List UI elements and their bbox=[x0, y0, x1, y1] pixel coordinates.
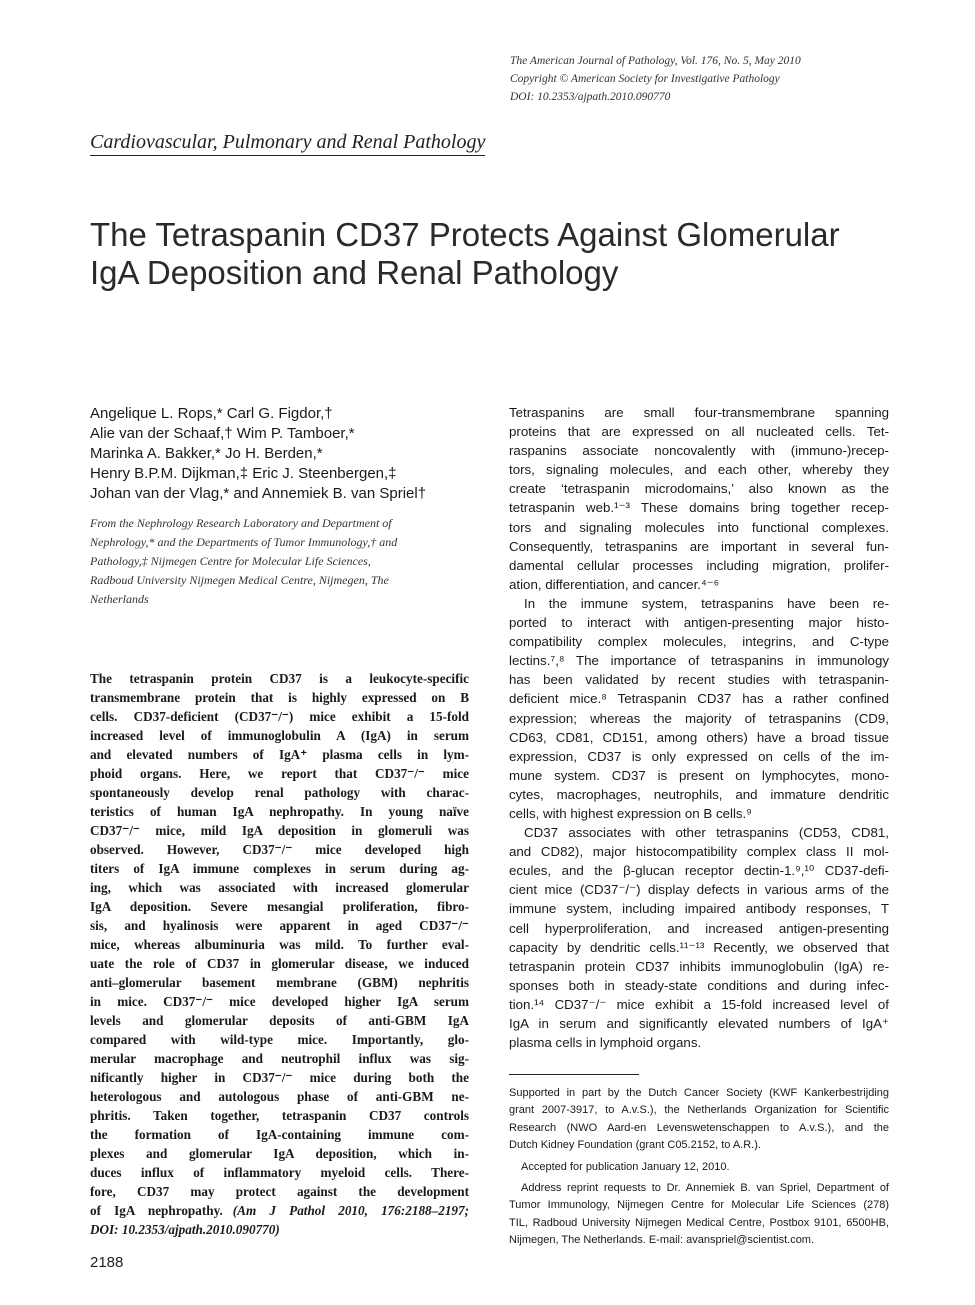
abstract-citation-doi: DOI: 10.2353/ajpath.2010.090770) bbox=[90, 1222, 280, 1237]
affiliation-line: Nephrology,* and the Departments of Tumor Immunology,† and bbox=[90, 535, 398, 549]
body-line: CD63, CD81, CD151, among others) have a broad tissue bbox=[509, 729, 889, 745]
affiliation-line: Pathology,‡ Nijmegen Centre for Molecular Life Sciences, bbox=[90, 554, 371, 568]
abstract-line: sis, and hyalinosis were apparent in aged CD37⁻/⁻ bbox=[90, 918, 469, 933]
footnote-accepted: Accepted for publication January 12, 2010. bbox=[521, 1160, 730, 1173]
body-line: create ‘tetraspanin microdomains,’ also known as the bbox=[509, 481, 889, 497]
footnote-line: Tumor Immunology, Nijmegen Centre for Molecular Life Sciences (278) bbox=[509, 1199, 889, 1212]
abstract-line: observed. However, CD37⁻/⁻ mice developed high bbox=[90, 842, 469, 857]
body-line: ported to interact with antigen-presenting major histo- bbox=[509, 615, 889, 631]
abstract-final-text: of IgA nephropathy. bbox=[90, 1203, 223, 1218]
abstract-line: merular macrophage and neutrophil influx was sig- bbox=[90, 1051, 469, 1066]
footnote-line: Research (NWO Aard-en Levenswetenschappen to A.v.S.), and the bbox=[509, 1121, 889, 1134]
footnote-line: Nijmegen, The Netherlands. E-mail: avanspriel@scientist.com. bbox=[509, 1234, 815, 1247]
body-line: tetraspanin protein CD37 inhibits immunoglobulin (IgA) re- bbox=[509, 958, 889, 974]
page-number: 2188 bbox=[90, 1254, 124, 1271]
body-line: sponses both in steady-state conditions and during infec- bbox=[509, 977, 889, 993]
body-line: CD37 associates with other tetraspanins (CD53, CD81, bbox=[524, 825, 889, 841]
abstract-line: in mice. CD37⁻/⁻ mice developed higher IgA serum bbox=[90, 994, 469, 1009]
body-line: immune system, including impaired antibody responses, T bbox=[509, 901, 889, 917]
body-line: deficient mice.⁸ Tetraspanin CD37 has a rather confined bbox=[509, 691, 889, 707]
body-line: compatibility complex molecules, integrins, and C-type bbox=[509, 634, 889, 650]
abstract-line: phoid organs. Here, we report that CD37⁻/⁻ mice bbox=[90, 766, 469, 781]
body-line: In the immune system, tetraspanins have been re- bbox=[524, 595, 889, 611]
footnote-line: Dutch Kidney Foundation (grant C05.2152, to A.R.). bbox=[509, 1139, 761, 1152]
body-line: damental cellular processes including migration, prolifer- bbox=[509, 557, 889, 573]
affiliation-line: From the Nephrology Research Laboratory and Department of bbox=[90, 516, 392, 530]
affiliation-line: Netherlands bbox=[90, 592, 149, 606]
author-line: Angelique L. Rops,* Carl G. Figdor,† bbox=[90, 405, 333, 422]
footnote-line: TIL, Radboud University Nijmegen Medical Centre, Postbox 9101, 6500HB, bbox=[509, 1216, 889, 1229]
footnotes bbox=[509, 1085, 889, 1250]
body-line: plasma cells in lymphoid organs. bbox=[509, 1035, 702, 1051]
article-title bbox=[90, 216, 900, 292]
footnote-divider bbox=[509, 1074, 639, 1075]
body-line: and CD82), major histocompatibility complex class II mol- bbox=[509, 844, 889, 860]
abstract-line: phritis. Taken together, tetraspanin CD37 controls bbox=[90, 1108, 469, 1123]
body-line: tion.¹⁴ CD37⁻/⁻ mice exhibit a 15-fold increased level of bbox=[509, 996, 889, 1012]
footnote-line: Address reprint requests to Dr. Annemiek B. van Spriel, Department of bbox=[521, 1181, 889, 1194]
body-line: cytes, macrophages, neutrophils, and immature dendritic bbox=[509, 786, 889, 802]
body-column bbox=[509, 403, 889, 1052]
body-line: ecules, and the β-glucan receptor dectin-1.⁹,¹⁰ CD37-defi- bbox=[509, 863, 889, 879]
author-line: Johan van der Vlag,* and Annemiek B. van Spriel† bbox=[90, 485, 427, 502]
author-line: Henry B.P.M. Dijkman,‡ Eric J. Steenbergen,‡ bbox=[90, 465, 397, 482]
abstract-line: duces influx of inflammatory myeloid cells. There- bbox=[90, 1165, 469, 1180]
body-line: capacity by dendritic cells.¹¹⁻¹³ Recently, we observed that bbox=[509, 939, 889, 955]
body-line: IgA in serum and significantly elevated numbers of IgA⁺ bbox=[509, 1016, 889, 1031]
journal-doi: DOI: 10.2353/ajpath.2010.090770 bbox=[510, 91, 671, 103]
author-line: Marinka A. Bakker,* Jo H. Berden,* bbox=[90, 445, 323, 462]
abstract-citation: (Am J Pathol 2010, 176:2188–2197; bbox=[232, 1203, 469, 1218]
body-line: tors and signaling molecules into functional complexes. bbox=[509, 519, 889, 535]
section-heading: Cardiovascular, Pulmonary and Renal Pathology bbox=[90, 131, 485, 156]
abstract-line: titers of IgA immune complexes in serum during ag- bbox=[90, 861, 469, 876]
body-line: cell hyperproliferation, and increased antigen-presenting bbox=[509, 920, 889, 936]
affiliation-line: Radboud University Nijmegen Medical Centre, Nijmegen, The bbox=[90, 573, 389, 587]
abstract-line: the formation of IgA-containing immune com- bbox=[90, 1127, 469, 1142]
abstract bbox=[90, 669, 469, 1239]
abstract-line: increased level of immunoglobulin A (IgA) in serum bbox=[90, 728, 469, 743]
abstract-line: The tetraspanin protein CD37 is a leukocyte-specific bbox=[90, 671, 469, 686]
body-line: proteins that are expressed on all nucleated cells. Tet- bbox=[509, 424, 889, 440]
body-line: expression; whereas the majority of tetraspanins (CD9, bbox=[509, 710, 889, 726]
abstract-line: uate the role of CD37 in glomerular disease, we induced bbox=[90, 956, 469, 971]
journal-info bbox=[510, 52, 910, 106]
body-line: mune system. CD37 is present on lymphocytes, mono- bbox=[509, 767, 889, 783]
body-line: expression, CD37 is only expressed on cells of the im- bbox=[509, 748, 889, 764]
body-line: cells, with highest expression on B cells.⁹ bbox=[509, 805, 752, 821]
journal-citation: The American Journal of Pathology, Vol. 176, No. 5, May 2010 bbox=[510, 55, 801, 67]
abstract-line: compared with wild-type mice. Importantly, glo- bbox=[90, 1032, 469, 1047]
body-line: cient mice (CD37⁻/⁻) display defects in various arms of the bbox=[509, 882, 889, 898]
abstract-line: cells. CD37-deficient (CD37⁻/⁻) mice exhibit a 15-fold bbox=[90, 709, 469, 724]
body-line: tetraspanin web.¹⁻³ These domains bring together recep- bbox=[509, 500, 889, 516]
abstract-line: mice, whereas albuminuria was mild. To further eval- bbox=[90, 937, 469, 952]
abstract-line: transmembrane protein that is highly expressed on B bbox=[90, 690, 469, 705]
article-title-line: The Tetraspanin CD37 Protects Against Glomerular bbox=[90, 216, 840, 253]
abstract-line: anti–glomerular basement membrane (GBM) nephritis bbox=[90, 975, 469, 990]
body-line: has been validated by recent studies with tetraspanin- bbox=[509, 672, 889, 688]
abstract-line: IgA deposition. Severe mesangial proliferation, fibro- bbox=[90, 899, 469, 914]
abstract-line: fore, CD37 may protect against the development bbox=[90, 1184, 469, 1199]
abstract-line: spontaneously develop renal pathology with charac- bbox=[90, 785, 469, 800]
footnote-line: Supported in part by the Dutch Cancer Society (KWF Kankerbestrijding bbox=[509, 1087, 889, 1099]
body-line: raspanins associate noncovalently with (immuno-)recep- bbox=[509, 443, 889, 459]
body-line: lectins.⁷,⁸ The importance of tetraspanins in immunology bbox=[509, 653, 889, 669]
abstract-line: plexes and glomerular IgA deposition, which in- bbox=[90, 1146, 469, 1161]
footnote-line: grant 2007-3917, to A.v.S.), the Netherlands Organization for Scientific bbox=[509, 1104, 889, 1117]
abstract-line bbox=[90, 1201, 469, 1220]
body-line: Tetraspanins are small four-transmembrane spanning bbox=[509, 405, 889, 420]
abstract-line: CD37⁻/⁻ mice, mild IgA deposition in glomeruli was bbox=[90, 823, 469, 838]
abstract-line: levels and glomerular deposits of anti-GBM IgA bbox=[90, 1013, 469, 1028]
body-line: ation, differentiation, and cancer.⁴⁻⁶ bbox=[509, 576, 720, 592]
article-title-line: IgA Deposition and Renal Pathology bbox=[90, 254, 619, 291]
journal-copyright: Copyright © American Society for Investigative Pathology bbox=[510, 73, 780, 85]
body-line: Consequently, tetraspanins are important in several fun- bbox=[509, 538, 889, 554]
abstract-line: teristics of human IgA nephropathy. In young naïve bbox=[90, 804, 469, 819]
affiliation bbox=[90, 514, 470, 609]
abstract-line: ing, which was associated with increased glomerular bbox=[90, 880, 469, 895]
abstract-line: heterologous and autologous phase of anti-GBM ne- bbox=[90, 1089, 469, 1104]
abstract-line: and elevated numbers of IgA⁺ plasma cells in lym- bbox=[90, 747, 469, 762]
body-line: tors, signaling molecules, and each other, whereby they bbox=[509, 462, 889, 478]
abstract-line: nificantly higher in CD37⁻/⁻ mice during both the bbox=[90, 1070, 469, 1085]
author-list bbox=[90, 404, 490, 504]
author-line: Alie van der Schaaf,† Wim P. Tamboer,* bbox=[90, 425, 355, 442]
